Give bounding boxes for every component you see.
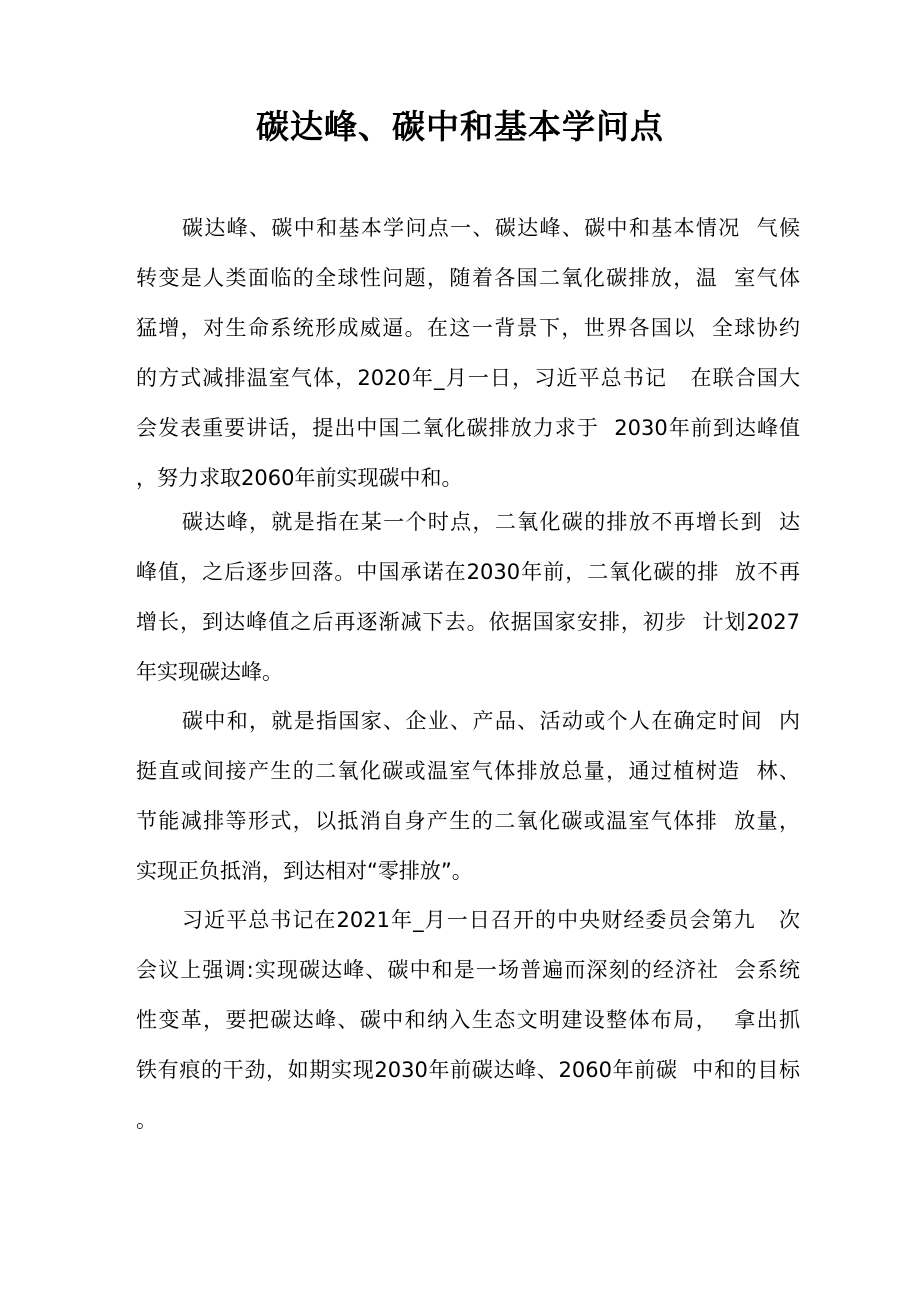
- paragraph-line: 习近平总书记在2021年_月一日召开的中央财经委员会第九 次: [182, 908, 800, 932]
- paragraph-line: 碳中和，就是指国家、企业、产品、活动或个人在确定时间 内: [182, 709, 800, 733]
- paragraph-line: 会议上强调:实现碳达峰、碳中和是一场普遍而深刻的经济社 会系统: [136, 958, 800, 982]
- paragraph-line: 实现正负抵消，到达相对“零排放”。: [136, 859, 473, 883]
- paragraph-line: 。: [136, 1108, 157, 1132]
- paragraph-line: 挺直或间接产生的二氧化碳或温室气体排放总量，通过植树造 林、: [136, 759, 800, 783]
- paragraph-line: 性变革，要把碳达峰、碳中和纳入生态文明建设整体布局， 拿出抓: [136, 1008, 800, 1032]
- paragraph-line: 节能减排等形式，以抵消自身产生的二氧化碳或温室气体排 放量，: [136, 809, 800, 833]
- paragraph-carbon-neutrality: [136, 696, 800, 896]
- paragraph-line: 碳达峰，就是指在某一个时点，二氧化碳的排放不再增长到 达: [182, 510, 800, 534]
- paragraph-line: 猛增，对生命系统形成威逼。在这一背景下，世界各国以 全球协约: [136, 316, 800, 340]
- paragraph-policy-meeting: [136, 895, 800, 1145]
- paragraph-line: 铁有痕的干劲，如期实现2030年前碳达峰、2060年前碳 中和的目标: [136, 1058, 800, 1082]
- paragraph-overview: [136, 203, 800, 503]
- paragraph-line: 转变是人类面临的全球性问题，随着各国二氧化碳排放，温 室气体: [136, 266, 800, 290]
- document-title: 碳达峰、碳中和基本学问点: [256, 107, 664, 146]
- paragraph-line: ，努力求取2060年前实现碳中和。: [136, 466, 463, 490]
- paragraph-line: 年实现碳达峰。: [136, 660, 283, 684]
- paragraph-carbon-peak: [136, 497, 800, 697]
- paragraph-line: 的方式减排温室气体，2020年_月一日，习近平总书记 在联合国大: [136, 366, 800, 390]
- paragraph-line: 碳达峰、碳中和基本学问点一、碳达峰、碳中和基本情况 气候: [182, 216, 800, 240]
- paragraph-line: 增长，到达峰值之后再逐渐减下去。依据国家安排，初步 计划2027: [136, 610, 800, 634]
- paragraph-line: 峰值，之后逐步回落。中国承诺在2030年前，二氧化碳的排 放不再: [136, 560, 800, 584]
- paragraph-line: 会发表重要讲话，提出中国二氧化碳排放力求于 2030年前到达峰值: [136, 416, 800, 440]
